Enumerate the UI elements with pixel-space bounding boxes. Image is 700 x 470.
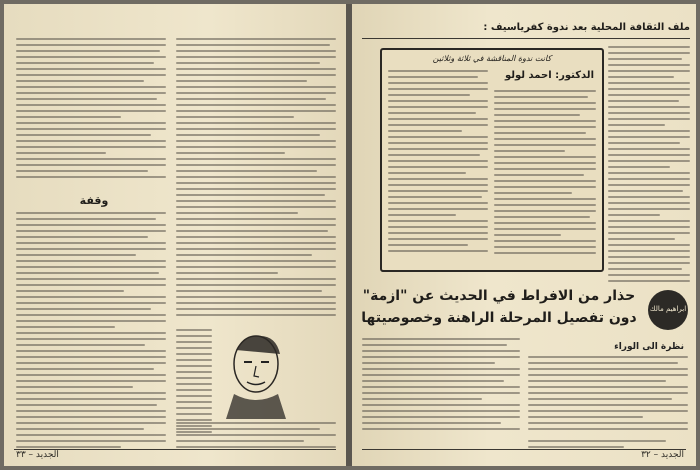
right-bottom-column-right [528, 356, 688, 436]
right-footer-rule [362, 449, 686, 450]
section-title-rule [362, 38, 690, 39]
boxed-article [380, 48, 604, 272]
box-article-text-right [494, 90, 596, 260]
right-bottom-column-left [362, 338, 520, 438]
main-headline-line-1: حذار من الافراط في الحديث عن "ازمة" [362, 288, 636, 304]
right-footer: الجديد – ٣٢ [641, 450, 684, 460]
magazine-spread [4, 4, 696, 466]
left-page-column-left-text-2 [16, 212, 166, 457]
section-title: ملف الثقافة المحلية بعد ندوة كفرياسيف : [483, 22, 690, 33]
author-stamp: ابراهيم مالك [648, 290, 688, 330]
left-page [4, 4, 346, 466]
left-subhead: وقفة [79, 194, 109, 207]
right-page-intro-column [608, 46, 690, 286]
subsection-title: نظرة الى الوراء [614, 342, 684, 352]
main-headline-line-2: دون تفصيل المرحلة الراهنة وخصوصيتها [361, 310, 637, 326]
right-page [352, 4, 696, 466]
box-author: الدكتور: احمد لولو [504, 70, 594, 81]
left-footer: الجديد – ٣٣ [16, 450, 59, 460]
left-footer-rule [14, 449, 336, 450]
left-page-column-right-text [176, 38, 336, 323]
portrait-sketch [214, 324, 299, 419]
left-page-column-left-text [16, 38, 166, 188]
box-subtitle: كانت ندوة المناقشة في ثلاثة وثلاثين [432, 54, 552, 63]
box-article-text-left [388, 70, 488, 260]
